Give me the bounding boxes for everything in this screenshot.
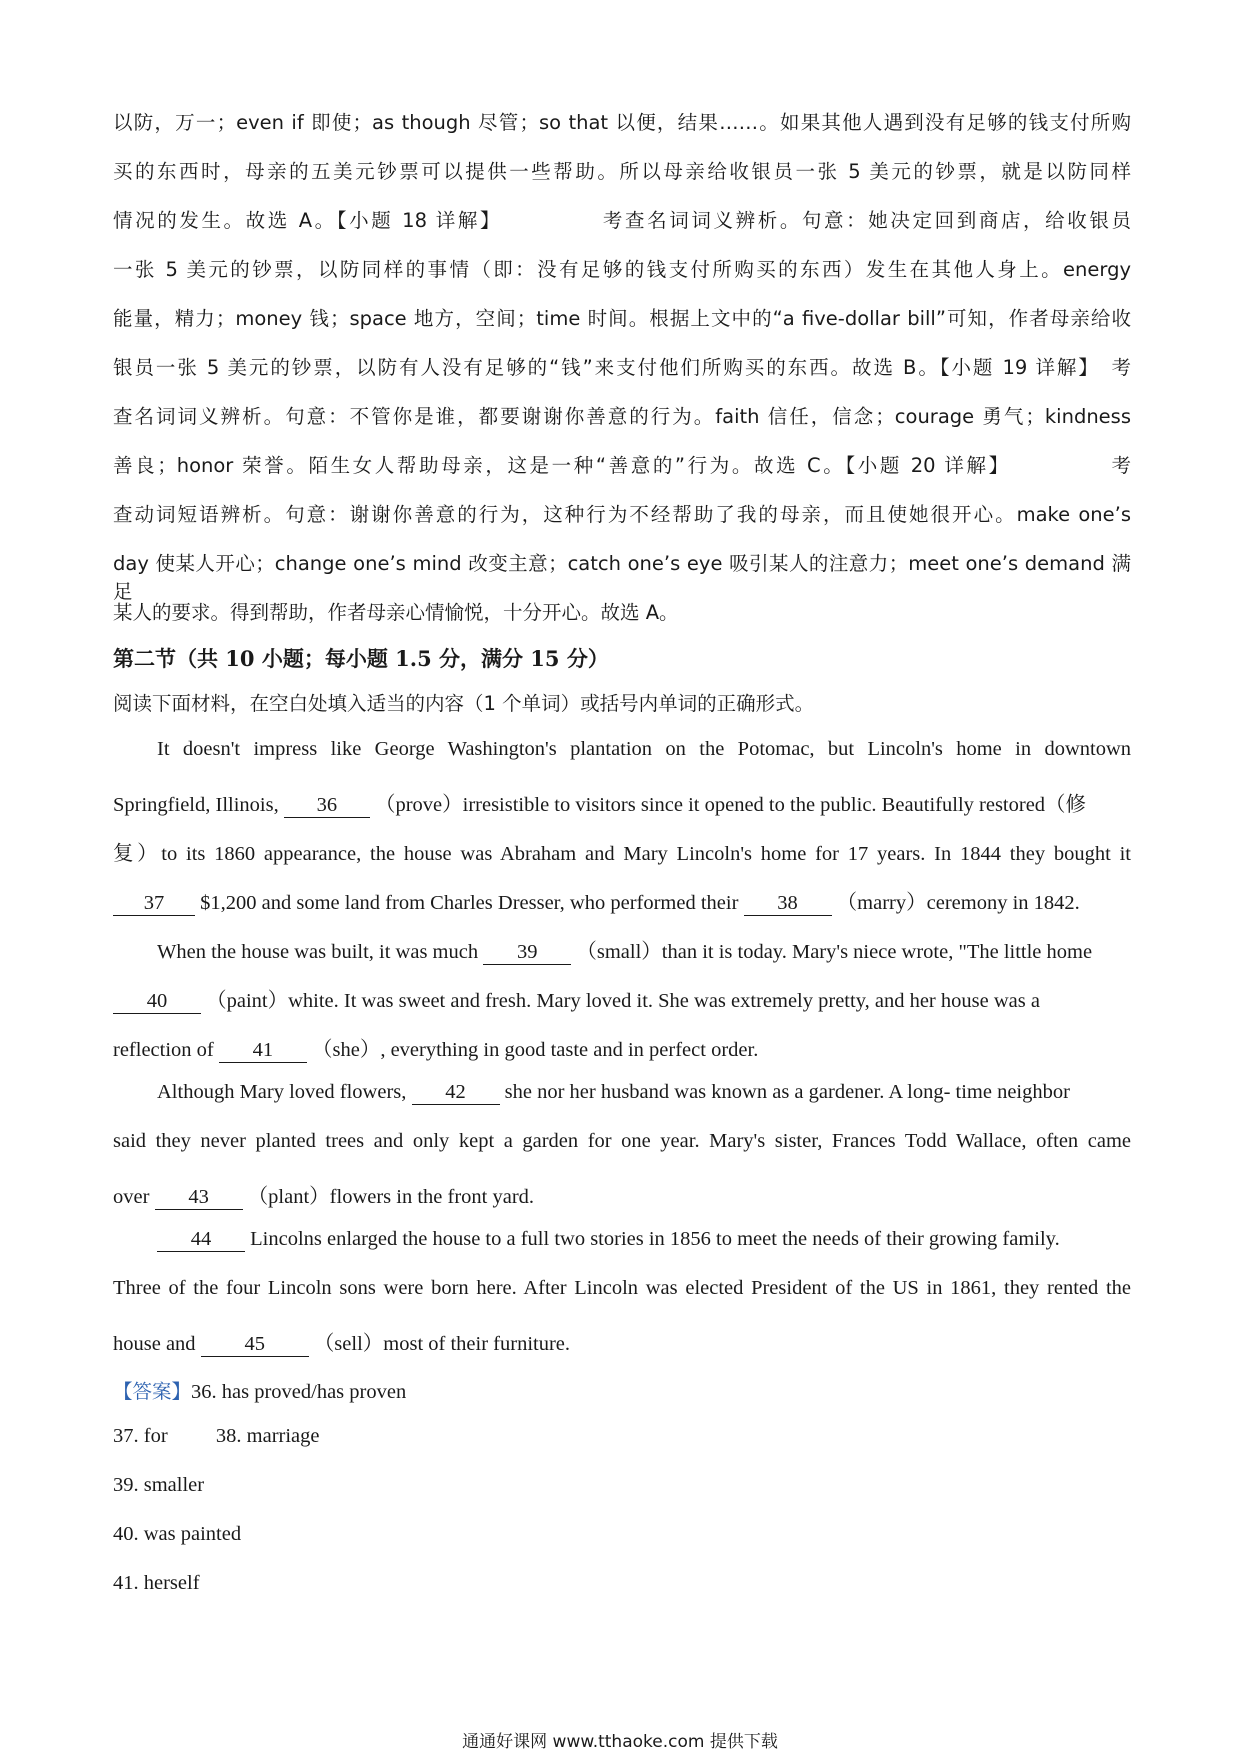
explanation-line: 善良；honor 荣誉。陌生女人帮助母亲，这是一种“善意的”行为。故选 C。【小题 20 详解】 考	[113, 454, 1131, 477]
answer-41: 41. herself	[113, 1572, 200, 1594]
explanation-line: 某人的要求。得到帮助，作者母亲心情愉悦，十分开心。故选 A。	[113, 601, 679, 624]
explanation-line: 能量，精力；money 钱；space 地方，空间；time 时间。根据上文中的“a five-dollar bill”可知，作者母亲给收	[113, 307, 1131, 330]
passage-text: （she）, everything in good taste and in perfect order.	[312, 1039, 759, 1061]
passage-text: When the house was built, it was much	[157, 941, 479, 963]
blank-44: 44	[157, 1229, 245, 1252]
explanation-line: 一张 5 美元的钞票，以防同样的事情（即：没有足够的钱支付所购买的东西）发生在其他人身上。energy	[113, 258, 1131, 281]
passage-line: It doesn't impress like George Washington's plantation on the Potomac, but Lincoln's home in downtown	[157, 738, 1131, 760]
explanation-line: 情况的发生。故选 A。【小题 18 详解】 考查名词词义辨析。句意：她决定回到商店，给收银员	[113, 209, 1131, 232]
page-footer: 通通好课网 www.tthaoke.com 提供下载	[462, 1732, 778, 1752]
passage-text: she nor her husband was known as a gardener. A long- time neighbor	[504, 1081, 1070, 1103]
passage-text: （prove）irresistible to visitors since it opened to the public. Beautifully restored（修	[374, 794, 1087, 816]
blank-39: 39	[483, 942, 571, 965]
passage-line	[113, 787, 1131, 818]
passage-line	[113, 885, 1131, 916]
answer-line	[113, 1376, 1131, 1404]
passage-text: $1,200 and some land from Charles Dresser, who performed their	[200, 892, 739, 914]
passage-line	[113, 1179, 1131, 1210]
passage-line	[157, 934, 1131, 965]
passage-text: （marry）ceremony in 1842.	[836, 892, 1080, 914]
answer-37: 37. for	[113, 1425, 168, 1447]
answer-38: 38. marriage	[215, 1425, 320, 1447]
answer-39: 39. smaller	[113, 1474, 205, 1496]
passage-line: 复）to its 1860 appearance, the house was Abraham and Mary Lincoln's home for 17 years. In 1844 they bought it	[113, 843, 1131, 865]
blank-43: 43	[155, 1187, 243, 1210]
passage-text: （plant）flowers in the front yard.	[247, 1186, 535, 1208]
explanation-line: 银员一张 5 美元的钞票，以防有人没有足够的“钱”来支付他们所购买的东西。故选 B。【小题 19 详解】 考	[113, 356, 1131, 379]
explanation-line: 查动词短语辨析。句意：谢谢你善意的行为，这种行为不经帮助了我的母亲，而且使她很开心。make one’s	[113, 503, 1131, 526]
answer-line	[113, 1425, 1131, 1448]
explanation-line: day 使某人开心；change one’s mind 改变主意；catch one’s eye 吸引某人的注意力；meet one’s demand 满足	[113, 552, 1131, 603]
passage-text: over	[113, 1186, 150, 1208]
section-title: 第二节（共 10 小题；每小题 1.5 分，满分 15 分）	[113, 646, 609, 671]
passage-text: Although Mary loved flowers,	[157, 1081, 407, 1103]
explanation-line: 买的东西时，母亲的五美元钞票可以提供一些帮助。所以母亲给收银员一张 5 美元的钞票，就是以防同样	[113, 160, 1131, 183]
answer-40: 40. was painted	[113, 1523, 242, 1545]
passage-line	[157, 1081, 1131, 1105]
blank-38: 38	[744, 893, 832, 916]
blank-40: 40	[113, 991, 201, 1014]
blank-36: 36	[284, 795, 370, 818]
passage-line	[113, 1326, 1131, 1357]
blank-42: 42	[412, 1082, 500, 1105]
passage-text: Lincolns enlarged the house to a full two stories in 1856 to meet the needs of their growing family.	[250, 1228, 1060, 1250]
passage-line	[113, 983, 1131, 1014]
answer-label: 【答案】	[113, 1380, 192, 1403]
explanation-line: 以防，万一；even if 即使；as though 尽管；so that 以便，结果……。如果其他人遇到没有足够的钱支付所购	[113, 111, 1131, 134]
answer-36: 36. has proved/has proven	[191, 1381, 407, 1403]
blank-37: 37	[113, 893, 195, 916]
passage-text: （paint）white. It was sweet and fresh. Mary loved it. She was extremely pretty, and her house was a	[206, 990, 1040, 1012]
passage-text: （sell）most of their furniture.	[313, 1333, 571, 1355]
passage-line	[113, 1032, 1131, 1063]
passage-text: house and	[113, 1333, 196, 1355]
section-instruction: 阅读下面材料，在空白处填入适当的内容（1 个单词）或括号内单词的正确形式。	[113, 692, 815, 715]
explanation-line: 查名词词义辨析。句意：不管你是谁，都要谢谢你善意的行为。faith 信任，信念；courage 勇气；kindness	[113, 405, 1131, 428]
passage-line	[157, 1228, 1131, 1252]
passage-text: Springfield, Illinois,	[113, 794, 279, 816]
passage-line: Three of the four Lincoln sons were born here. After Lincoln was elected President of the US in 1861, they rented the	[113, 1277, 1131, 1299]
passage-line: said they never planted trees and only kept a garden for one year. Mary's sister, Frances Todd Wallace, often came	[113, 1130, 1131, 1152]
passage-text: （small）than it is today. Mary's niece wrote, "The little home	[576, 941, 1093, 963]
blank-41: 41	[219, 1040, 307, 1063]
passage-text: reflection of	[113, 1039, 214, 1061]
blank-45: 45	[201, 1334, 309, 1357]
